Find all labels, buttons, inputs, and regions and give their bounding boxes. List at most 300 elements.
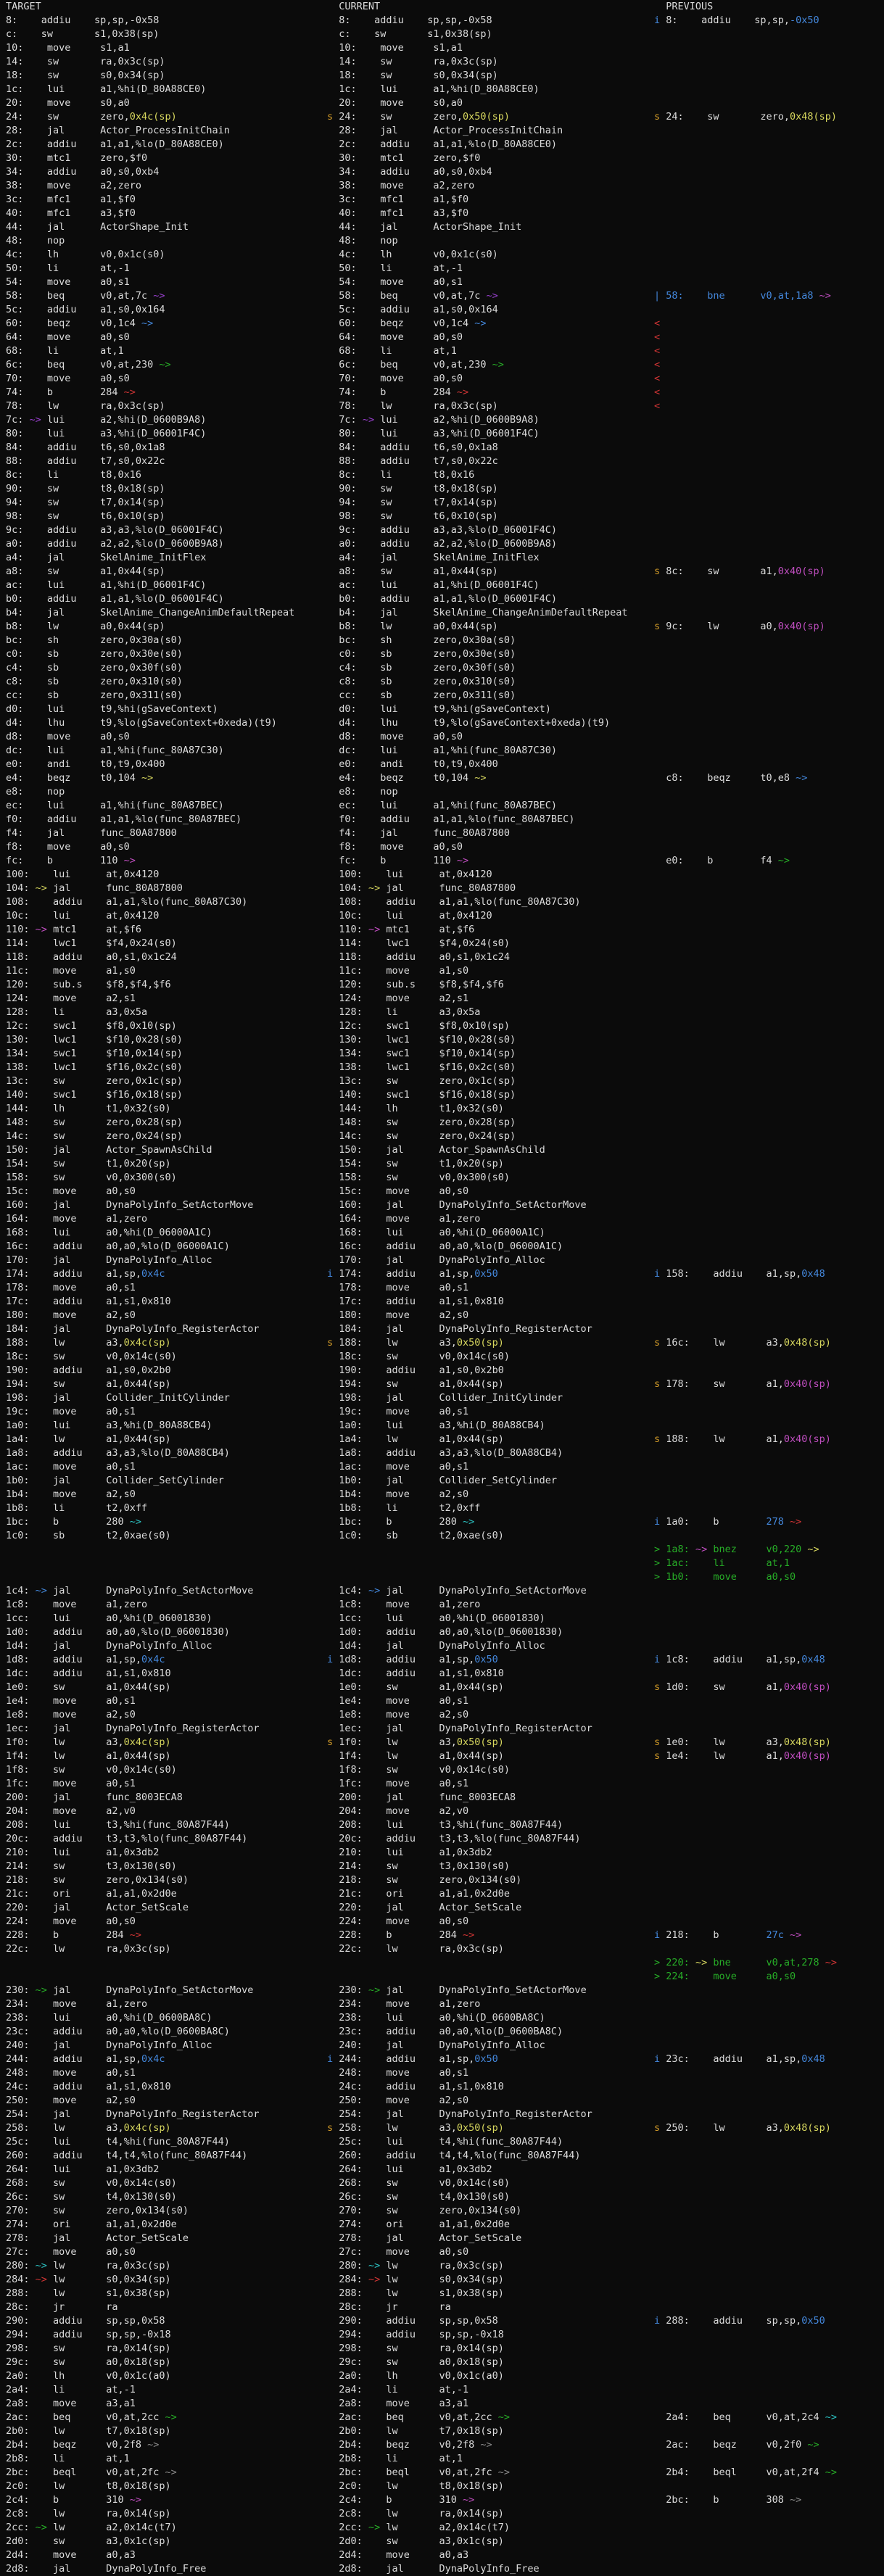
diff-row: [0, 1405, 884, 1419]
previous-cell: [654, 1667, 884, 1681]
previous-cell: [654, 303, 884, 317]
target-cell: 74: b 284 ~>: [6, 386, 136, 398]
previous-cell: s 9c: lw a0,0x40(sp): [654, 621, 825, 632]
previous-cell: [654, 2218, 884, 2232]
current-cell: 210: lui a1,0x3db2: [339, 1847, 492, 1858]
diff-row: [0, 1267, 884, 1281]
diff-row: [0, 510, 884, 523]
current-cell: 134: swc1 $f10,0x14(sp): [339, 1048, 516, 1059]
current-cell: 1d0: addiu a0,a0,%lo(D_06001830): [339, 1626, 563, 1638]
diff-row: [0, 716, 884, 730]
previous-cell: [654, 427, 884, 441]
current-cell: 150: jal Actor_SpawnAsChild: [339, 1144, 545, 1156]
current-cell: 34: addiu a0,s0,0xb4: [339, 166, 492, 178]
target-cell: 1dc: addiu a1,s1,0x810: [6, 1668, 171, 1679]
target-cell: 2bc: beql v0,at,2fc ~>: [6, 2467, 177, 2478]
current-cell: 7c: ~> lui a2,%hi(D_0600B9A8): [339, 414, 540, 426]
target-cell: 26c: sw t4,0x130(s0): [6, 2191, 177, 2203]
diff-row: [0, 2232, 884, 2245]
previous-cell: [654, 1240, 884, 1254]
target-cell: 1f4: lw a1,0x44(sp): [6, 1750, 171, 1762]
target-cell: 268: sw v0,0x14c(s0): [6, 2177, 177, 2189]
target-cell: 70: move a0,s0: [6, 373, 130, 384]
previous-cell: e0: b f4 ~>: [666, 855, 790, 866]
diff-row: [0, 1198, 884, 1212]
target-cell: 29c: sw a0,0x18(sp): [6, 2356, 171, 2368]
previous-cell: [654, 2204, 884, 2218]
target-cell: 190: addiu a1,s0,0x2b0: [6, 1364, 171, 1376]
current-cell: 78: lw ra,0x3c(sp): [339, 400, 498, 412]
diff-row: [0, 248, 884, 262]
diff-row: [0, 399, 884, 413]
previous-cell: [654, 551, 884, 565]
previous-cell: <: [654, 386, 661, 398]
previous-cell: [654, 1529, 884, 1543]
current-cell: 234: move a1,zero: [339, 1998, 481, 2010]
previous-cell: [654, 1502, 884, 1515]
previous-cell: [654, 468, 884, 482]
current-cell: e0: andi t0,t9,0x400: [339, 758, 498, 770]
diff-row: [0, 1873, 884, 1887]
previous-cell: i 158: addiu a1,sp,0x48: [654, 1268, 825, 1280]
current-cell: 2d4: move a0,a3: [339, 2549, 469, 2561]
previous-cell: [654, 978, 884, 992]
diff-row: [0, 220, 884, 234]
diff-row: [0, 276, 884, 289]
target-cell: cc: sb zero,0x311(s0): [6, 689, 183, 701]
diff-row: [0, 1488, 884, 1502]
previous-cell: [654, 675, 884, 689]
diff-row: [0, 1942, 884, 1956]
diff-row: [0, 1143, 884, 1157]
previous-cell: [654, 1102, 884, 1116]
previous-cell: [654, 1997, 884, 2011]
diff-row: [0, 2342, 884, 2356]
current-cell: d4: lhu t9,%lo(gSaveContext+0xeda)(t9): [339, 717, 611, 729]
current-cell: 274: ori a1,a1,0x2d0e: [339, 2219, 511, 2230]
current-cell: 8: addiu sp,sp,-0x58: [339, 15, 492, 26]
current-cell: 64: move a0,s0: [339, 331, 463, 343]
diff-row: [0, 647, 884, 661]
diff-row: [0, 386, 884, 399]
previous-cell: | 58: bne v0,at,1a8 ~>: [654, 290, 831, 302]
previous-cell: [654, 1446, 884, 1460]
previous-cell: [654, 248, 884, 262]
current-cell: 160: jal DynaPolyInfo_SetActorMove: [339, 1199, 587, 1211]
previous-cell: [654, 1488, 884, 1502]
target-cell: 1fc: move a0,s1: [6, 1778, 136, 1789]
diff-row: [0, 2521, 884, 2535]
diff-row: [0, 2135, 884, 2149]
target-cell: 1e4: move a0,s1: [6, 1695, 136, 1707]
current-cell: 2cc: ~> lw a2,0x14c(t7): [339, 2522, 511, 2533]
current-cell: 54: move a0,s1: [339, 276, 463, 288]
previous-cell: [654, 1818, 884, 1832]
diff-row: [0, 1157, 884, 1171]
target-cell: 258: lw a3,0x4c(sp): [6, 2122, 171, 2134]
diff-row: [0, 1625, 884, 1639]
current-cell: 144: lh t1,0x32(s0): [339, 1103, 504, 1114]
current-cell: 298: sw ra,0x14(sp): [339, 2343, 504, 2354]
current-cell: [327, 1970, 654, 1984]
diff-row: [0, 1639, 884, 1653]
target-cell: 7c: ~> lui a2,%hi(D_0600B9A8): [6, 414, 207, 426]
current-cell: 128: li a3,0x5a: [339, 1006, 481, 1018]
previous-cell: <: [654, 318, 661, 329]
target-cell: c4: sb zero,0x30f(s0): [6, 662, 183, 674]
diff-row: [0, 1088, 884, 1102]
target-cell: b0: addiu a1,a1,%lo(D_06001F4C): [6, 593, 224, 605]
previous-cell: i 1c8: addiu a1,sp,0x48: [654, 1654, 825, 1665]
previous-cell: [654, 207, 884, 220]
previous-cell: i 8: addiu sp,sp,-0x50: [654, 15, 819, 26]
target-cell: 130: lwc1 $f10,0x28(s0): [6, 1034, 183, 1045]
target-cell: 138: lwc1 $f16,0x2c(s0): [6, 1061, 183, 1073]
current-cell: 2b4: beqz v0,2f8 ~>: [339, 2439, 492, 2451]
previous-cell: <: [654, 400, 661, 412]
target-cell: 88: addiu t7,s0,0x22c: [6, 455, 165, 467]
diff-row: [0, 1529, 884, 1543]
target-cell: 208: lui t3,%hi(func_80A87F44): [6, 1819, 230, 1831]
previous-cell: [654, 234, 884, 248]
current-cell: s 1f0: lw a3,0x50(sp): [327, 1736, 504, 1748]
current-cell: 9c: addiu a3,a3,%lo(D_06001F4C): [339, 524, 558, 536]
current-cell: 29c: sw a0,0x18(sp): [339, 2356, 504, 2368]
diff-row: [0, 2369, 884, 2383]
previous-cell: s 24: sw zero,0x48(sp): [654, 111, 838, 123]
previous-cell: [654, 1984, 884, 1997]
current-cell: 2b8: li at,1: [339, 2453, 463, 2464]
target-cell: 278: jal Actor_SetScale: [6, 2232, 189, 2244]
target-cell: 1e8: move a2,s0: [6, 1709, 136, 1720]
target-cell: 4c: lh v0,0x1c(s0): [6, 249, 165, 260]
diff-row: [0, 592, 884, 606]
previous-cell: [654, 1694, 884, 1708]
current-cell: 1ac: move a0,s1: [339, 1461, 469, 1473]
current-cell: 1e8: move a2,s0: [339, 1709, 469, 1720]
previous-cell: [654, 262, 884, 276]
diff-row: [0, 1515, 884, 1529]
previous-cell: [654, 2397, 884, 2411]
diff-row: [0, 1860, 884, 1873]
target-cell: 48: nop: [6, 235, 101, 247]
previous-cell: i 218: b 27c ~>: [654, 1929, 802, 1941]
current-cell: 168: lui a0,%hi(D_06000A1C): [339, 1227, 545, 1238]
previous-cell: s 188: lw a1,0x40(sp): [654, 1433, 831, 1445]
current-cell: 1c8: move a1,zero: [339, 1599, 481, 1610]
target-cell: b8: lw a0,0x44(sp): [6, 621, 165, 632]
current-cell: 148: sw zero,0x28(sp): [339, 1117, 516, 1128]
diff-row: [0, 2383, 884, 2397]
target-cell: 1b0: jal Collider_SetCylinder: [6, 1475, 224, 1486]
current-cell: 74: b 284 ~>: [339, 386, 469, 398]
current-cell: i 174: addiu a1,sp,0x50: [327, 1268, 498, 1280]
previous-cell: > 1b0: move a0,s0: [654, 1571, 796, 1583]
diff-row: [0, 1722, 884, 1736]
diff-row: [0, 1681, 884, 1694]
previous-cell: [654, 2066, 884, 2080]
diff-row: [0, 1736, 884, 1749]
diff-row: [0, 1805, 884, 1818]
previous-cell: [654, 1763, 884, 1777]
diff-row: [0, 2328, 884, 2342]
current-cell: 250: move a2,s0: [339, 2095, 469, 2106]
target-cell: 6c: beq v0,at,230 ~>: [6, 359, 171, 370]
target-cell: 184: jal DynaPolyInfo_RegisterActor: [6, 1323, 260, 1335]
target-cell: 264: lui a1,0x3db2: [6, 2163, 160, 2175]
current-cell: 170: jal DynaPolyInfo_Alloc: [339, 1254, 545, 1266]
diff-row: [0, 2204, 884, 2218]
diff-row: [0, 2121, 884, 2135]
current-cell: 20c: addiu t3,t3,%lo(func_80A87F44): [339, 1833, 581, 1844]
target-cell: 28c: jr ra: [6, 2301, 118, 2313]
previous-cell: [654, 634, 884, 647]
target-cell: 1b8: li t2,0xff: [6, 1502, 148, 1514]
target-cell: 160: jal DynaPolyInfo_SetActorMove: [6, 1199, 254, 1211]
previous-cell: [654, 1116, 884, 1130]
previous-cell: 2ac: beqz v0,2f0 ~>: [666, 2439, 819, 2451]
previous-column-header: [654, 0, 884, 14]
current-cell: s 188: lw a3,0x50(sp): [327, 1337, 504, 1349]
target-cell: 180: move a2,s0: [6, 1309, 136, 1321]
target-cell: 40: mfc1 a3,$f0: [6, 207, 136, 219]
diff-row: [0, 2480, 884, 2493]
diff-row: [0, 2273, 884, 2287]
diff-row: [0, 813, 884, 827]
target-cell: 50: li at,-1: [6, 262, 130, 274]
target-cell: c0: sb zero,0x30e(s0): [6, 648, 183, 660]
previous-cell: [654, 909, 884, 923]
current-cell: 14c: sw zero,0x24(sp): [339, 1130, 516, 1142]
target-cell: 168: lui a0,%hi(D_06000A1C): [6, 1227, 212, 1238]
current-cell: 114: lwc1 $f4,0x24(s0): [339, 937, 511, 949]
diff-row: [0, 2190, 884, 2204]
target-cell: 2a8: move a3,a1: [6, 2398, 136, 2409]
diff-row: [0, 1019, 884, 1033]
target-cell: [0, 1956, 327, 1970]
previous-cell: [654, 413, 884, 427]
diff-row: [0, 1915, 884, 1929]
current-cell: 15c: move a0,s0: [339, 1185, 469, 1197]
current-cell: 2a0: lh v0,0x1c(a0): [339, 2370, 504, 2382]
target-cell: 84: addiu t6,s0,0x1a8: [6, 442, 165, 453]
diff-row: [0, 565, 884, 579]
diff-row: [0, 2356, 884, 2369]
current-cell: 1b0: jal Collider_SetCylinder: [339, 1475, 558, 1486]
diff-row: [0, 2053, 884, 2066]
diff-row: [0, 1777, 884, 1791]
diff-row: [0, 1970, 884, 1984]
current-cell: 2c8: lw ra,0x14(sp): [339, 2508, 504, 2519]
previous-cell: [654, 606, 884, 620]
target-cell: 11c: move a1,s0: [6, 965, 136, 977]
previous-cell: [654, 441, 884, 455]
target-cell: 94: sw t7,0x14(sp): [6, 497, 165, 508]
diff-row: [0, 551, 884, 565]
previous-cell: [654, 2535, 884, 2548]
current-cell: 118: addiu a0,s1,0x1c24: [339, 951, 511, 963]
diff-row: [0, 344, 884, 358]
diff-row: [0, 2438, 884, 2452]
diff-row: [0, 1212, 884, 1226]
current-cell: 10: move s1,a1: [339, 42, 463, 54]
diff-row: [0, 1295, 884, 1309]
current-cell: 1ec: jal DynaPolyInfo_RegisterActor: [339, 1723, 592, 1734]
current-cell: 1c: lui a1,%hi(D_80A88CE0): [339, 83, 540, 95]
previous-cell: [654, 55, 884, 69]
current-cell: 280: ~> lw ra,0x3c(sp): [339, 2260, 504, 2271]
target-cell: 1c8: move a1,zero: [6, 1599, 148, 1610]
target-cell: 164: move a1,zero: [6, 1213, 148, 1225]
diff-row: [0, 579, 884, 592]
current-cell: 80: lui a3,%hi(D_06001F4C): [339, 428, 540, 439]
previous-cell: [654, 1639, 884, 1653]
current-cell: 16c: addiu a0,a0,%lo(D_06000A1C): [339, 1241, 563, 1252]
diff-row: [0, 152, 884, 165]
current-cell: [327, 1956, 654, 1970]
current-cell: 108: addiu a1,a1,%lo(func_80A87C30): [339, 896, 581, 908]
current-cell: 28c: jr ra: [339, 2301, 451, 2313]
current-cell: 288: lw s1,0x38(sp): [339, 2287, 504, 2299]
previous-cell: [654, 1074, 884, 1088]
diff-row: [0, 978, 884, 992]
diff-row: [0, 2177, 884, 2190]
diff-row: [0, 1612, 884, 1625]
target-cell: 260: addiu t4,t4,%lo(func_80A87F44): [6, 2150, 248, 2161]
previous-cell: [654, 2039, 884, 2053]
diff-row: [0, 1570, 884, 1584]
current-cell: e8: nop: [339, 786, 434, 798]
current-cell: 204: move a2,v0: [339, 1805, 469, 1817]
diff-row: [0, 909, 884, 923]
target-cell: 298: sw ra,0x14(sp): [6, 2343, 171, 2354]
previous-cell: [654, 923, 884, 937]
previous-cell: [654, 496, 884, 510]
target-cell: 12c: swc1 $f8,0x10(sp): [6, 1020, 177, 1032]
diff-row: [0, 1006, 884, 1019]
diff-row: [0, 606, 884, 620]
target-cell: 10c: lui at,0x4120: [6, 910, 160, 922]
previous-cell: <: [654, 373, 661, 384]
previous-cell: [654, 2163, 884, 2177]
current-cell: 104: ~> jal func_80A87800: [339, 882, 516, 894]
current-cell: 2ac: beq v0,at,2cc ~>: [339, 2411, 511, 2423]
diff-row: [0, 1997, 884, 2011]
current-cell: 17c: addiu a1,s1,0x810: [339, 1296, 504, 1307]
previous-cell: [654, 647, 884, 661]
current-cell: c8: sb zero,0x310(s0): [339, 676, 516, 687]
current-cell: 94: sw t7,0x14(sp): [339, 497, 498, 508]
target-cell: 80: lui a3,%hi(D_06001F4C): [6, 428, 207, 439]
current-cell: 1a8: addiu a3,a3,%lo(D_80A88CB4): [339, 1447, 563, 1459]
diff-rows-container: [0, 14, 884, 2576]
current-cell: 98: sw t6,0x10(sp): [339, 510, 498, 522]
current-cell: 240: jal DynaPolyInfo_Alloc: [339, 2039, 545, 2051]
current-cell: 230: ~> jal DynaPolyInfo_SetActorMove: [339, 1984, 587, 1996]
previous-cell: [654, 937, 884, 951]
target-cell: 20c: addiu t3,t3,%lo(func_80A87F44): [6, 1833, 248, 1844]
current-cell: 2b0: lw t7,0x18(sp): [339, 2425, 504, 2437]
target-cell: 100: lui at,0x4120: [6, 869, 160, 880]
diff-row: [0, 1887, 884, 1901]
diff-row: [0, 1350, 884, 1364]
diff-row: [0, 317, 884, 331]
target-cell: dc: lui a1,%hi(func_80A87C30): [6, 745, 224, 756]
target-cell: 148: sw zero,0x28(sp): [6, 1117, 183, 1128]
previous-cell: [654, 1185, 884, 1198]
diff-row: [0, 895, 884, 909]
previous-cell: [654, 2273, 884, 2287]
target-cell: 27c: move a0,s0: [6, 2246, 136, 2258]
target-cell: 28: jal Actor_ProcessInitChain: [6, 125, 230, 136]
previous-cell: [654, 2328, 884, 2342]
previous-cell: s 8c: sw a1,0x40(sp): [654, 566, 825, 577]
diff-row: [0, 441, 884, 455]
current-cell: 228: b 284 ~>: [339, 1929, 475, 1941]
target-cell: 198: jal Collider_InitCylinder: [6, 1392, 230, 1404]
diff-row: [0, 1818, 884, 1832]
current-cell: 124: move a2,s1: [339, 993, 469, 1004]
current-cell: 4c: lh v0,0x1c(s0): [339, 249, 498, 260]
current-cell: dc: lui a1,%hi(func_80A87C30): [339, 745, 558, 756]
target-cell: 248: move a0,s1: [6, 2067, 136, 2079]
target-cell: e4: beqz t0,104 ~>: [6, 772, 154, 784]
diff-row: [0, 14, 884, 28]
target-cell: 1c: lui a1,%hi(D_80A88CE0): [6, 83, 207, 95]
previous-cell: i 1a0: b 278 ~>: [654, 1516, 802, 1528]
previous-cell: s 16c: lw a3,0x48(sp): [654, 1337, 831, 1349]
target-cell: 230: ~> jal DynaPolyInfo_SetActorMove: [6, 1984, 254, 1996]
target-cell: 174: addiu a1,sp,0x4c: [6, 1268, 165, 1280]
previous-cell: [654, 964, 884, 978]
target-cell: 2d8: jal DynaPolyInfo_Free: [6, 2563, 207, 2575]
previous-cell: [654, 813, 884, 827]
diff-row: [0, 2149, 884, 2163]
previous-cell: [654, 2287, 884, 2300]
current-cell: 1e4: move a0,s1: [339, 1695, 469, 1707]
current-cell: 60: beqz v0,1c4 ~>: [339, 318, 487, 329]
previous-cell: s 250: lw a3,0x48(sp): [654, 2122, 831, 2134]
previous-cell: [654, 1157, 884, 1171]
target-cell: 90: sw t8,0x18(sp): [6, 483, 165, 494]
current-cell: 1fc: move a0,s1: [339, 1778, 469, 1789]
previous-cell: s 1e4: lw a1,0x40(sp): [654, 1750, 831, 1762]
previous-cell: [654, 2190, 884, 2204]
diff-row: [0, 207, 884, 220]
current-cell: 200: jal func_8003ECA8: [339, 1792, 516, 1803]
previous-cell: [654, 2232, 884, 2245]
target-cell: 2c0: lw t8,0x18(sp): [6, 2480, 171, 2492]
previous-cell: [654, 1198, 884, 1212]
target-cell: 2d0: sw a3,0x1c(sp): [6, 2535, 171, 2547]
current-cell: s 24: sw zero,0x50(sp): [327, 111, 511, 123]
target-cell: 19c: move a0,s1: [6, 1406, 136, 1417]
previous-cell: [654, 193, 884, 207]
previous-cell: [654, 2094, 884, 2108]
current-cell: 130: lwc1 $f10,0x28(s0): [339, 1034, 516, 1045]
current-cell: a8: sw a1,0x44(sp): [339, 566, 498, 577]
previous-cell: [654, 1405, 884, 1419]
target-cell: 274: ori a1,a1,0x2d0e: [6, 2219, 177, 2230]
target-cell: 54: move a0,s1: [6, 276, 130, 288]
previous-cell: <: [654, 345, 661, 357]
column-header-row: [0, 0, 884, 14]
current-cell: 184: jal DynaPolyInfo_RegisterActor: [339, 1323, 592, 1335]
previous-cell: [654, 41, 884, 55]
diff-row: [0, 55, 884, 69]
previous-cell: [654, 2025, 884, 2039]
target-cell: f0: addiu a1,a1,%lo(func_80A87BEC): [6, 813, 242, 825]
